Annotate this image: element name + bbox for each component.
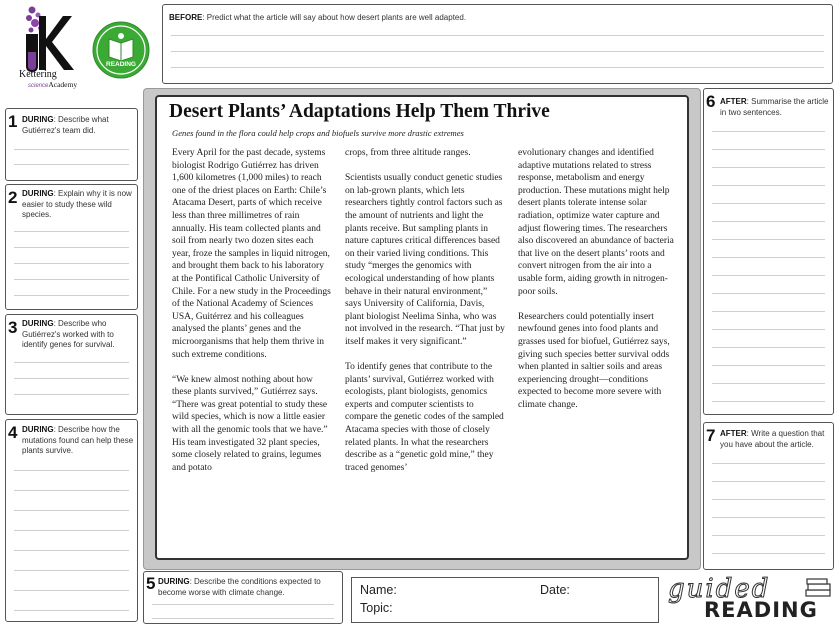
question-7-number: 7	[706, 426, 716, 445]
article-paragraph: Every April for the past decade, systems biologist Rodrigo Gutiérrez has driven 1,600 kilometres (1,000 miles) to reach one of the driest places on Earth: Chile’s Atacama Desert, parts of which receive less than three millimetres of rain annually. His team collected plants and soil from nearly two dozen sites each year, froze the samples in liquid nitrogen, and brought them back to his laboratory at the Pontifical Catholic University of Chile. For a new study in the Proceedings of the National Academy of Sciences USA, Guitérrez and his colleagues analysed the plants’ genes and the microorganisms that help them thrive in such extreme conditions.	[172, 148, 331, 360]
question-2-box	[5, 184, 138, 310]
question-7-prompt: AFTER: Write a question that you have about the article.	[720, 429, 825, 449]
question-7-box	[703, 422, 834, 570]
question-6-box	[703, 88, 834, 415]
logo-name: Kettering	[19, 69, 57, 80]
reading-badge-label: READING	[106, 61, 136, 68]
question-3-answer-lines[interactable]	[14, 315, 129, 414]
question-1-prompt: DURING: Describe what Gutiérrez's team did.	[22, 115, 109, 135]
question-2-answer-lines[interactable]	[14, 185, 129, 309]
question-4-answer-lines[interactable]	[14, 420, 129, 621]
before-prompt: BEFORE: Predict what the article will say about how desert plants are well adapted.	[169, 13, 467, 22]
article-paragraph: evolutionary changes and identified adaptive mutations related to stress response, metabolism and energy production. These mutations might help desert plants tolerate intense solar radiation, optimize water capture and adjust flowering times. The researchers also discovered an abundance of bacteria that live on the desert plants’ roots and convert nitrogen from the air into a usable form, aiding growth in nitrogen-poor soils.	[518, 148, 674, 297]
article-column-3	[518, 147, 678, 424]
article-title: Desert Plants’ Adaptations Help Them Thrive	[169, 101, 550, 122]
article-paragraph: “We knew almost nothing about how these plants survived,” Gutiérrez says. “There was great potential to study these wild species, which is now a little easier with all the genomic tools that we have.” His team investigated 32 plant species, some closely related to grains, legumes and potato	[172, 374, 328, 473]
question-5-box	[143, 571, 343, 624]
guided-reading-top-text: guided	[668, 574, 771, 604]
question-6-answer-lines[interactable]	[712, 89, 825, 414]
article-paragraph: Scientists usually conduct genetic studies on lab-grown plants, which lets researchers tightly control factors such as the amount of nutrients and light the plants receive. But sampling plants in nature captures critical differences based on their varied living conditions. This study “merges the genomics with ecological understanding of how plants behave in their natural environment,” says University of California, Davis, plant biologist Neelima Sinha, who was not involved in the research. “That just by itself makes it very significant.”	[345, 173, 505, 347]
question-5-number: 5	[146, 574, 156, 593]
question-5-answer-lines[interactable]	[152, 572, 334, 623]
question-6-prompt: AFTER: Summarise the article in two sentences.	[720, 97, 829, 117]
student-info-box	[351, 577, 659, 623]
reading-badge	[92, 21, 150, 79]
question-1-answer-lines[interactable]	[14, 109, 129, 180]
date-field[interactable]	[578, 582, 654, 598]
question-3-number: 3	[8, 318, 18, 337]
question-4-number: 4	[8, 423, 18, 442]
name-label: Name:	[360, 583, 397, 597]
logo-science: science	[28, 83, 49, 89]
question-5-prompt: DURING: Describe the conditions expected to become worse with climate change.	[158, 577, 321, 597]
question-1-number: 1	[8, 112, 18, 131]
article-paragraph: To identify genes that contribute to the plants’ survival, Gutiérrez worked with ecologists, plant biologists, genomics experts and computer scientists to compare the genetic codes of the sampled Atacama species with those of closely related plants. In what the researchers describe as a “genetic gold mine,” they traced genomes’	[345, 362, 504, 473]
article-column-1	[172, 147, 332, 487]
article-subtitle: Genes found in the flora could help crops and biofuels survive more drastic extremes	[172, 128, 464, 138]
reading-book-icon	[92, 21, 150, 79]
article-paragraph: Researchers could potentially insert newfound genes into food plants and grasses used for biofuel, Gutiérrez says, giving such species better survival odds when planted in saltier soils and areas experiencing drought—conditions expected to become more severe with climate change.	[518, 311, 670, 410]
guided-reading-bottom-text: READING	[704, 598, 818, 622]
question-4-prompt: DURING: Describe how the mutations found can help these plants survive.	[22, 425, 134, 455]
book-stack-icon	[804, 578, 832, 598]
before-answer-lines[interactable]	[171, 5, 824, 83]
question-4-box	[5, 419, 138, 622]
question-2-prompt: DURING: Explain why it is now easier to study these wild species.	[22, 189, 132, 219]
question-2-number: 2	[8, 188, 18, 207]
question-3-box	[5, 314, 138, 415]
before-box	[162, 4, 833, 84]
kettering-logo	[12, 4, 90, 90]
topic-field[interactable]	[402, 600, 654, 616]
question-3-prompt: DURING: Describe who Gutiérrez's worked with to identify genes for survival.	[22, 319, 115, 349]
topic-label: Topic:	[360, 601, 393, 615]
article-paragraph: crops, from three altitude ranges.	[345, 148, 471, 158]
question-1-box	[5, 108, 138, 181]
question-6-number: 6	[706, 92, 716, 111]
guided-reading-logo	[664, 576, 836, 624]
question-7-answer-lines[interactable]	[712, 423, 825, 569]
date-label: Date:	[540, 583, 570, 597]
name-field[interactable]	[402, 582, 532, 598]
logo-academy: Academy	[48, 80, 78, 89]
article-column-2	[345, 147, 505, 487]
